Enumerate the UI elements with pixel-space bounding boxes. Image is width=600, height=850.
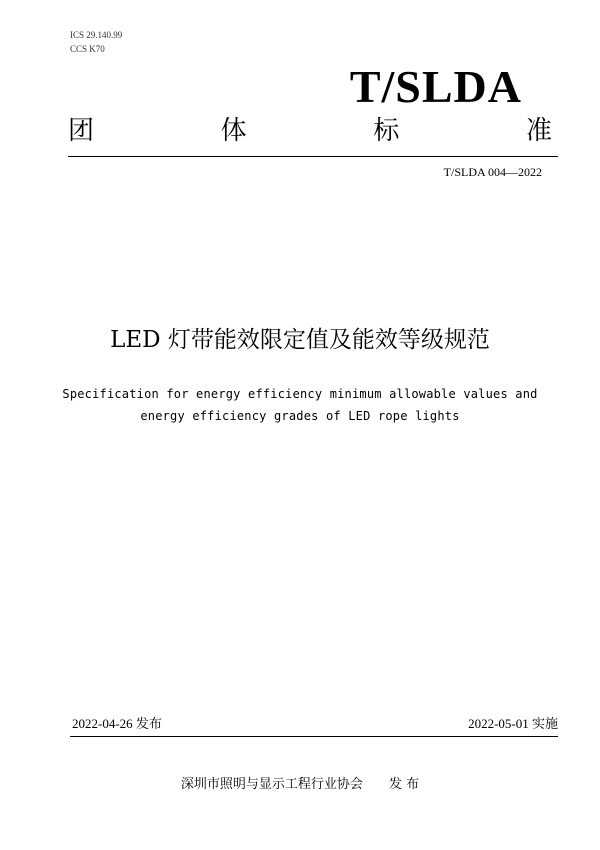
english-title-line: energy efficiency grades of LED rope lights: [140, 409, 460, 423]
publish-date: 2022-04-26 发布: [72, 716, 162, 731]
standard-type: [68, 116, 552, 146]
issuer-name: 深圳市照明与显示工程行业协会: [180, 777, 363, 792]
ccs-code: CCS K70: [70, 44, 105, 54]
issue-label: 发 布: [388, 777, 420, 792]
classification-codes: [70, 28, 122, 56]
standard-type-char: 准: [525, 116, 552, 146]
standard-number: T/SLDA 004—2022: [443, 165, 542, 179]
document-title-english: [0, 383, 600, 427]
implement-date: 2022-05-01 实施: [468, 716, 558, 731]
standard-logo: T/SLDA: [349, 61, 522, 112]
issuer-line: [0, 777, 600, 793]
document-title-chinese: LED 灯带能效限定值及能效等级规范: [110, 327, 490, 353]
standard-type-char: 标: [373, 116, 400, 146]
standard-type-char: 团: [68, 116, 95, 146]
standard-type-char: 体: [220, 116, 247, 146]
footer-divider: [70, 736, 558, 737]
ics-code: ICS 29.140.99: [70, 30, 123, 40]
english-title-line: Specification for energy efficiency minimum allowable values and: [62, 387, 538, 401]
header-divider: [68, 156, 558, 157]
